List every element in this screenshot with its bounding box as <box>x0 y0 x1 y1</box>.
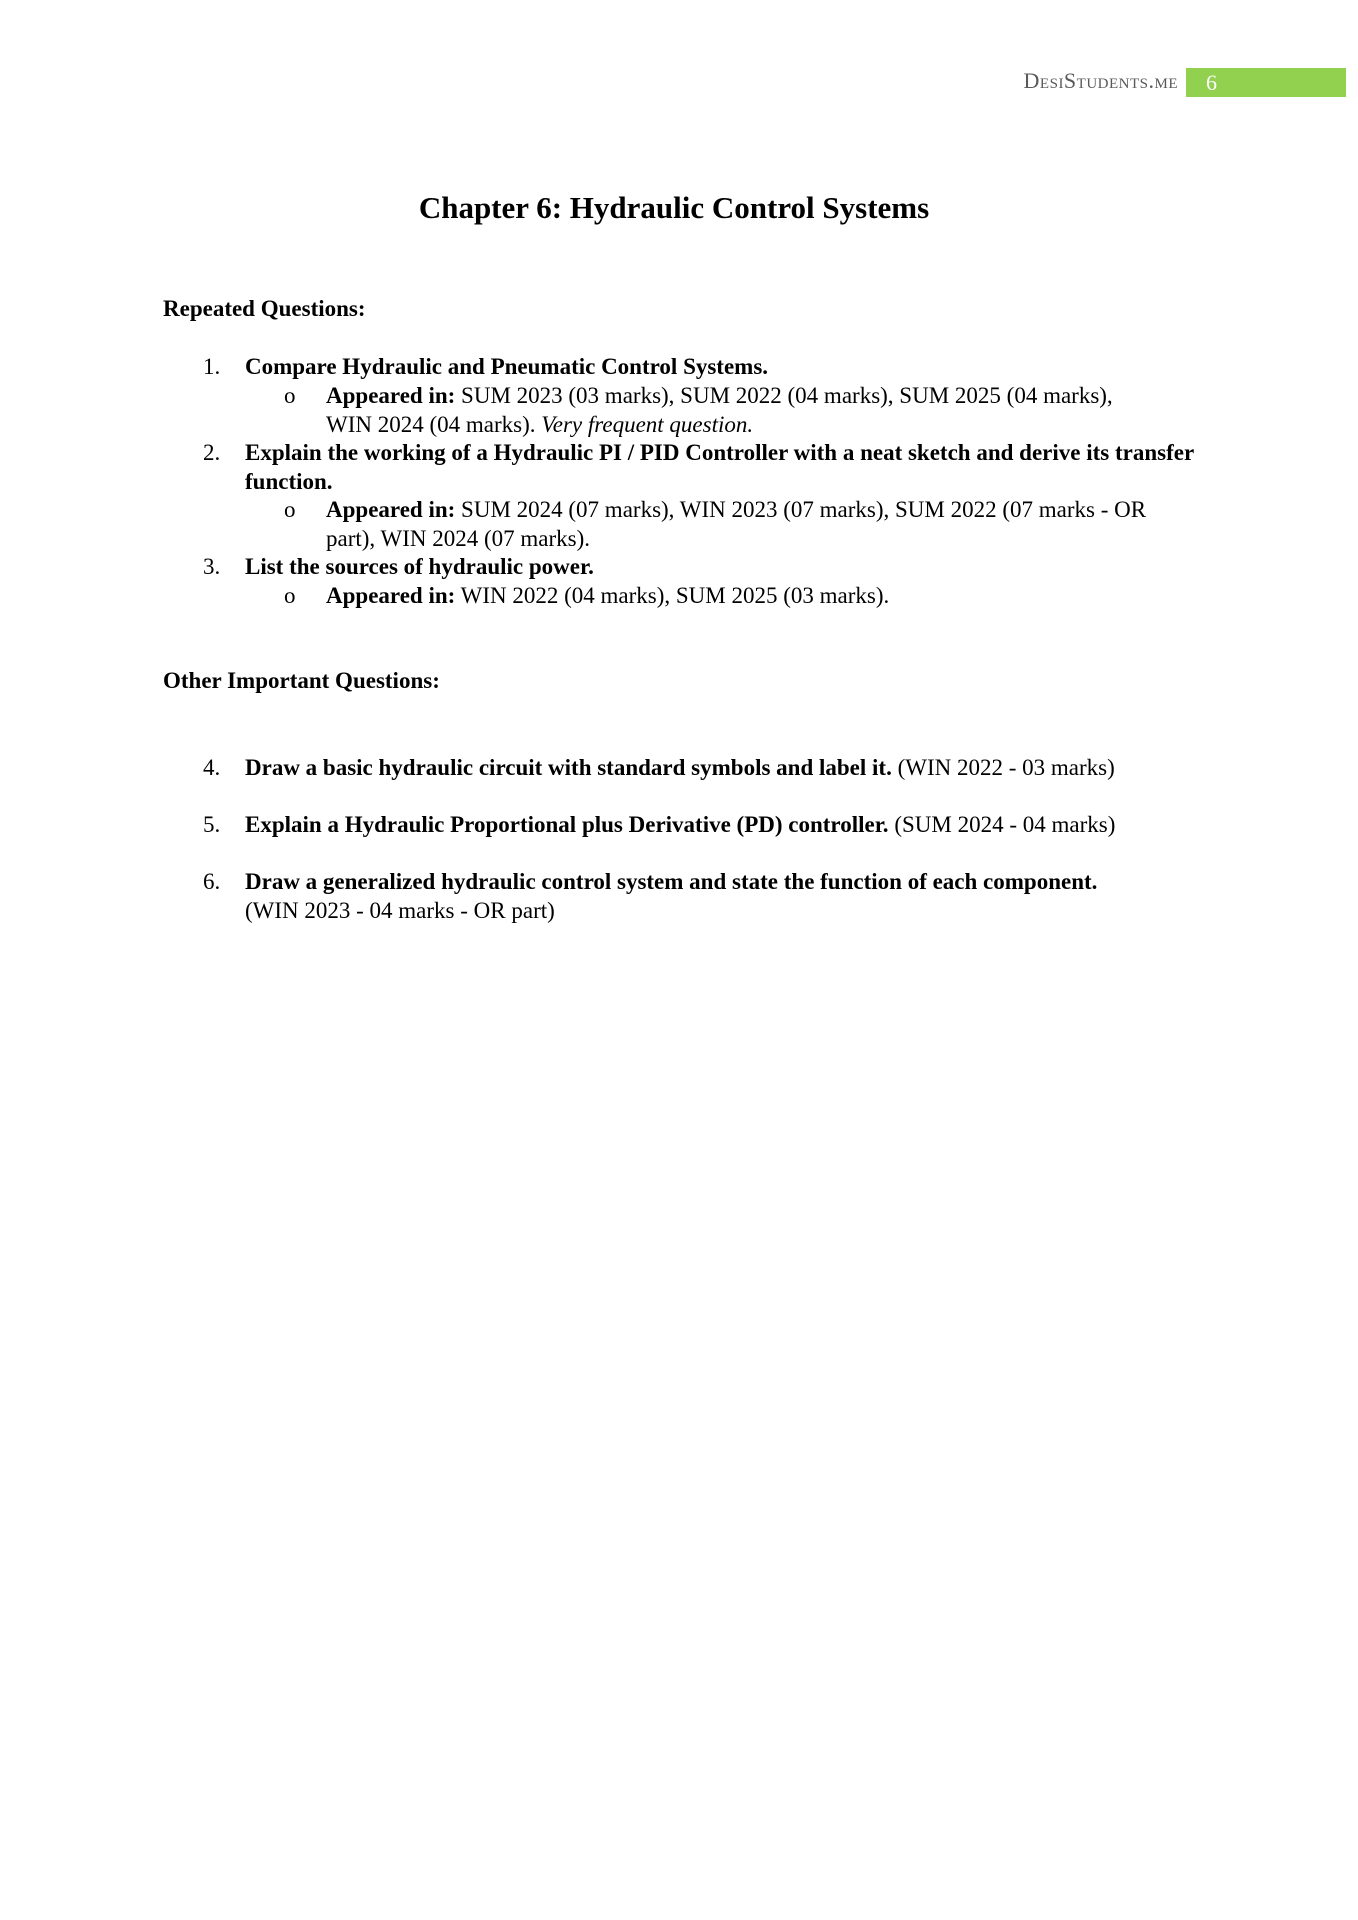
question-3 <box>163 552 1193 581</box>
appeared-label: Appeared in: <box>326 497 456 522</box>
question-number: 3. <box>203 554 221 579</box>
question-detail: (SUM 2024 - 04 marks) <box>888 812 1116 837</box>
repeated-questions-heading: Repeated Questions: <box>163 296 366 321</box>
question-2-appeared <box>163 495 1193 553</box>
page-number-badge <box>1186 68 1346 97</box>
question-title: Draw a generalized hydraulic control system and state the function of each component. <box>245 869 1098 894</box>
question-3-appeared <box>163 581 1193 610</box>
question-title: Compare Hydraulic and Pneumatic Control Systems. <box>245 354 769 379</box>
page-number: 6 <box>1206 70 1217 95</box>
question-2 <box>163 438 1193 496</box>
question-number: 2. <box>203 440 221 465</box>
question-4 <box>163 753 1193 782</box>
question-detail: (WIN 2023 - 04 marks - OR part) <box>245 898 555 923</box>
question-title: Explain a Hydraulic Proportional plus Derivative (PD) controller. <box>245 812 889 837</box>
appeared-text: WIN 2022 (04 marks), SUM 2025 (03 marks). <box>455 583 890 608</box>
appeared-label: Appeared in: <box>326 383 456 408</box>
question-5 <box>163 810 1193 839</box>
bullet-marker: o <box>284 583 296 608</box>
chapter-title: Chapter 6: Hydraulic Control Systems <box>418 190 930 225</box>
question-title: Explain the working of a Hydraulic PI / PID Controller with a neat sketch and derive its transfer function. <box>245 440 1194 494</box>
question-number: 1. <box>203 354 221 379</box>
question-number: 4. <box>203 755 221 780</box>
bullet-marker: o <box>284 383 296 408</box>
frequency-note: Very frequent question. <box>541 412 754 437</box>
question-number: 5. <box>203 812 221 837</box>
question-number: 6. <box>203 869 221 894</box>
question-1-appeared <box>163 381 1193 439</box>
question-1 <box>163 352 1193 381</box>
header-site-name: DesiStudents.me <box>1023 68 1178 93</box>
question-title: List the sources of hydraulic power. <box>245 554 594 579</box>
question-title: Draw a basic hydraulic circuit with standard symbols and label it. <box>245 755 892 780</box>
appeared-label: Appeared in: <box>326 583 456 608</box>
bullet-marker: o <box>284 497 296 522</box>
appeared-text: SUM 2024 (07 marks), WIN 2023 (07 marks), SUM 2022 (07 marks - OR part), WIN 2024 (07 marks). <box>326 497 1147 551</box>
question-6 <box>163 867 1193 925</box>
appeared-text: SUM 2023 (03 marks), SUM 2022 (04 marks), SUM 2025 (04 marks), WIN 2024 (04 marks). <box>326 383 1113 437</box>
question-detail: (WIN 2022 - 03 marks) <box>891 755 1115 780</box>
other-questions-heading: Other Important Questions: <box>163 668 440 693</box>
